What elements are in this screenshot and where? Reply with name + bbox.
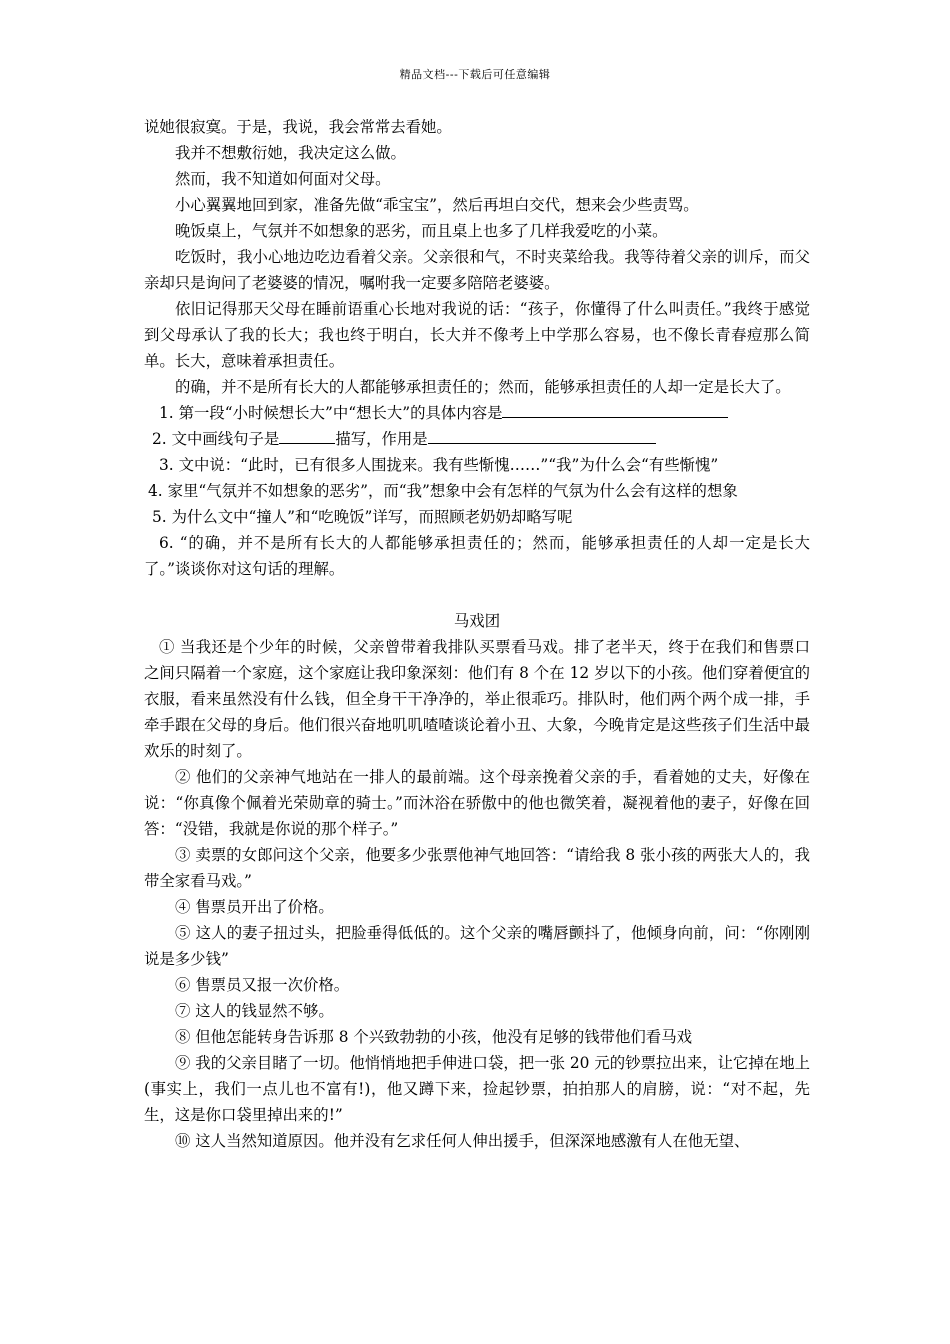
paragraph: 晚饭桌上，气氛并不如想象的恶劣，而且桌上也多了几样我爱吃的小菜。 — [175, 222, 668, 240]
answer-blank — [428, 427, 656, 444]
paragraph: ① 当我还是个少年的时候，父亲曾带着我排队买票看马戏。排了老半天，终于在我们和售票口之间只隔着一个家庭，这个家庭让我印象深刻：他们有 8 个在 12 岁以下的小孩。他们穿着便宜的衣服，看来虽然没有什么钱，但全身干干净净的，举止很乖巧。排队时，他们两个两个成一排，手牵手跟在父母的身后。他们很兴奋地叽叽喳喳谈论着小丑、大象，今晚肯定是这些孩子们生活中最欢乐的时刻了。 — [144, 638, 810, 760]
question-1 — [144, 400, 810, 426]
paragraph: 我并不想敷衍她，我决定这么做。 — [175, 144, 406, 162]
paragraph: ③ 卖票的女郎问这个父亲，他要多少张票他神气地回答：“请给我 8 张小孩的两张大人的，我带全家看马戏。” — [144, 846, 810, 890]
paragraph: ⑥ 售票员又报一次价格。 — [175, 976, 350, 994]
paragraph: 小心翼翼地回到家，准备先做“乖宝宝”，然后再坦白交代，想来会少些责骂。 — [175, 196, 699, 214]
paragraph: 依旧记得那天父母在睡前语重心长地对我说的话：“孩子，你懂得了什么叫责任。”我终于感觉到父母承认了我的长大；我也终于明白，长大并不像考上中学那么容易，也不像长青春痘那么简单。长大，意味着承担责任。 — [144, 300, 810, 370]
page-header: 精品文档---下载后可任意编辑 — [399, 68, 551, 81]
paragraph: 然而，我不知道如何面对父母。 — [175, 170, 391, 188]
paragraph: ② 他们的父亲神气地站在一排人的最前端。这个母亲挽着父亲的手，看着她的丈夫，好像在说：“你真像个佩着光荣勋章的骑士。”而沐浴在骄傲中的他也微笑着，凝视着他的妻子，好像在回答：“没错，我就是你说的那个样子。” — [144, 768, 810, 838]
paragraph: ⑩ 这人当然知道原因。他并没有乞求任何人伸出援手，但深深地感激有人在他无望、 — [175, 1132, 750, 1150]
paragraph: 说她很寂寞。于是，我说，我会常常去看她。 — [144, 118, 452, 136]
paragraph: ④ 售票员开出了价格。 — [175, 898, 334, 916]
question-text: 1. 第一段“小时候想长大”中“想长大”的具体内容是 — [159, 404, 503, 422]
answer-blank — [279, 427, 335, 444]
question-3: 3. 文中说：“此时，已有很多人围拢来。我有些惭愧……”“我”为什么会“有些惭愧” — [159, 456, 719, 474]
question-2 — [144, 426, 810, 452]
question-text: 描写，作用是 — [335, 430, 428, 448]
question-6: 6. “的确，并不是所有长大的人都能够承担责任的；然而，能够承担责任的人却一定是长大了。”谈谈你对这句话的理解。 — [144, 534, 810, 578]
paragraph: ⑦ 这人的钱显然不够。 — [175, 1002, 334, 1020]
answer-blank — [502, 401, 728, 418]
paragraph: ⑨ 我的父亲目睹了一切。他悄悄地把手伸进口袋，把一张 20 元的钞票拉出来，让它掉在地上(事实上，我们一点儿也不富有!)，他又蹲下来，捡起钞票，拍拍那人的肩膀，说：“对不起，先生，这是你口袋里掉出来的!” — [144, 1054, 810, 1124]
paragraph: 的确，并不是所有长大的人都能够承担责任的；然而，能够承担责任的人却一定是长大了。 — [175, 378, 791, 396]
section-title: 马戏团 — [453, 612, 501, 630]
question-5: 5. 为什么文中“撞人”和“吃晚饭”详写，而照顾老奶奶却略写呢 — [152, 508, 573, 526]
question-text: 2. 文中画线句子是 — [152, 430, 280, 448]
paragraph: ⑧ 但他怎能转身告诉那 8 个兴致勃勃的小孩，他没有足够的钱带他们看马戏 — [175, 1028, 692, 1046]
document-body — [144, 114, 810, 1154]
paragraph: 吃饭时，我小心地边吃边看着父亲。父亲很和气，不时夹菜给我。我等待着父亲的训斥，而父亲却只是询问了老婆婆的情况，嘱咐我一定要多陪陪老婆婆。 — [144, 248, 810, 292]
paragraph: ⑤ 这人的妻子扭过头，把脸垂得低低的。这个父亲的嘴唇颤抖了，他倾身向前，问：“你刚刚说是多少钱” — [144, 924, 810, 968]
question-4: 4. 家里“气氛并不如想象的恶劣”，而“我”想象中会有怎样的气氛为什么会有这样的想象 — [148, 482, 738, 500]
